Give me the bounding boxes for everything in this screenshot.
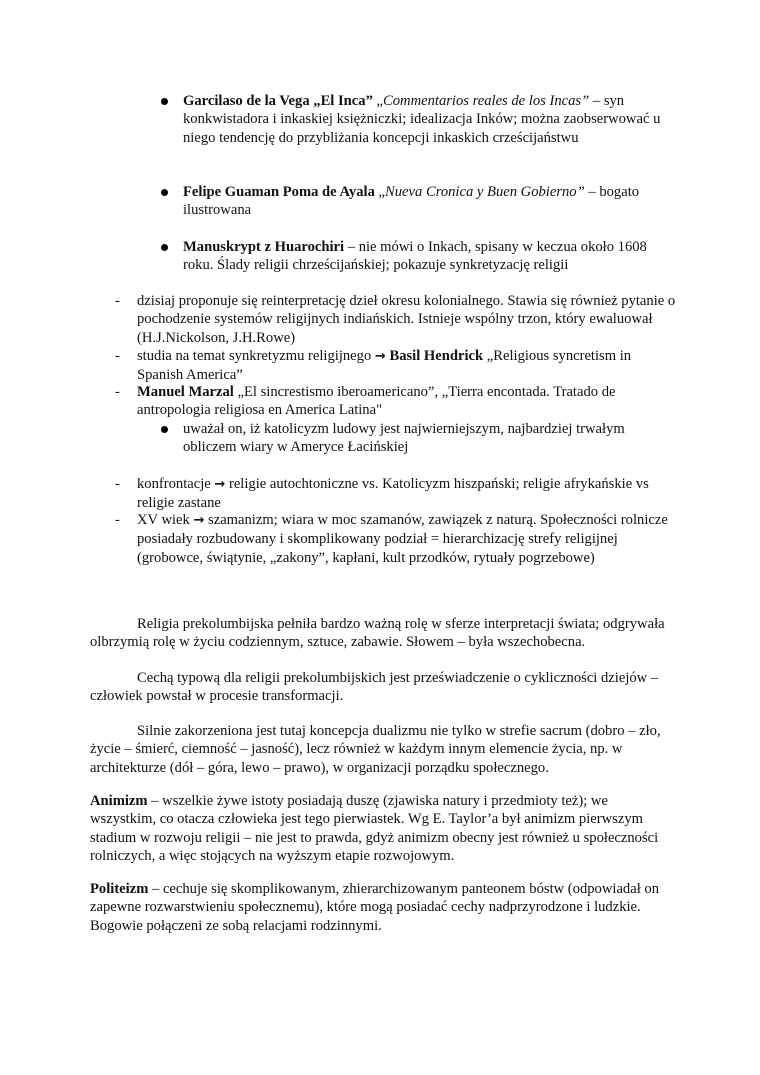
dash-item-reinterpretation: - dzisiaj proponuje się reinterpretację dzieł okresu kolonialnego. Stawia się również pytanie o pochodzenie systemów religijnych indiańskich. Istnieje wspólny trzon, który ewaluował (H.J.Nickolson, J.H.Rowe) (115, 293, 676, 346)
arrow-right-icon: → (374, 349, 386, 364)
paragraph-animism: Animizm – wszelkie żywe istoty posiadają duszę (zjawiska natury i przedmioty też); we wszystkim, co otacza człowieka jest tego pierwiastek. Wg E. Taylor’a był animizm pierwszym stadium w rozwoju religii – nie jest to prawda, gdyż animizm obecny jest również u społeczności rolniczych, a więc stojących na wyższym etapie rozwojowym. (90, 793, 659, 864)
bullet-dot-icon (161, 244, 168, 251)
bullet-dot-icon (161, 426, 168, 433)
dash-item-marzal: - Manuel Marzal „El sincrestismo iberoamericano”, „Tierra encontada. Tratado de antropologia religiosa en America Latina" (115, 384, 616, 419)
bullet-text: – syn konkwistadora i inkaskiej księżniczki; idealizacja Inków; można zaobserwować u niego tendencję do przybliżania koncepcji inkaskich crześcijaństwu (183, 93, 661, 146)
bullet-list-sources (183, 92, 673, 147)
paragraph-polytheism: Politeizm – cechuje się skomplikowanym, zhierarchizowanym panteonem bóstw (odpowiadał on zapewne rozwarstwieniu społecznemu), które mogą posiadać cechy nadprzyrodzone i ludzkie. Bogowie połączeni ze sobą relacjami rodzinnymi. (90, 881, 659, 934)
author-name: Manuel Marzal (137, 384, 234, 400)
paragraph-dualism: Silnie zakorzeniona jest tutaj koncepcja dualizmu nie tylko w strefie sacrum (dobro – zło, życie – śmierć, ciemność – jasność), lecz również w każdym innym elemencie życia, np. w architekturze (dół – góra, lewo – prawo), w organizacji porządku społecznego. (90, 723, 661, 776)
sub-bullet-list (183, 420, 663, 457)
bullet-work-title: Nueva Cronica y Buen Gobierno” (385, 184, 585, 200)
dash-marker: - (115, 293, 120, 309)
author-name: Basil Hendrick (389, 348, 484, 364)
dash-item-xv-century: - XV wiek → szamanizm; wiara w moc szamanów, zawiązek z naturą. Społeczności rolnicze posiadały rozbudowany i skomplikowany podział = hierarchizację strefy religijnej (grobowce, świątynie, „zakony”, kapłani, kult przodków, rytuały pogrzebowe) (115, 512, 668, 566)
list-item: Felipe Guaman Poma de Ayala „Nueva Cronica y Buen Gobierno” – bogato ilustrowana (183, 183, 673, 220)
bullet-title: Garcilaso de la Vega „El Inca” (183, 93, 373, 109)
dash-marker: - (115, 476, 120, 492)
dash-item-syncretism: - studia na temat synkretyzmu religijnego → Basil Hendrick „Religious syncretism in Spanish America” (115, 348, 632, 384)
bullet-text: – bogato ilustrowana (183, 184, 640, 219)
bullet-title: Felipe Guaman Poma de Ayala (183, 184, 375, 200)
bullet-list-sources-3 (183, 238, 673, 275)
arrow-right-icon: → (214, 477, 226, 492)
list-item: uważał on, iż katolicyzm ludowy jest najwierniejszym, najbardziej trwałym obliczem wiary w Ameryce Łacińskiej (183, 420, 663, 457)
paragraph-cyclicity: Cechą typową dla religii prekolumbijskich jest przeświadczenie o cykliczności dziejów – człowiek powstał w procesie transformacji. (90, 670, 659, 705)
term-animism: Animizm (90, 793, 148, 809)
dash-marker: - (115, 384, 120, 400)
bullet-dot-icon (161, 189, 168, 196)
bullet-dot-icon (161, 98, 168, 105)
bullet-work-title: Commentarios reales de los Incas” (383, 93, 590, 109)
bullet-text: – nie mówi o Inkach, spisany w keczua około 1608 roku. Ślady religii chrześcijańskiej; pokazuje synkretyzację religii (183, 239, 647, 274)
paragraph-role: Religia prekolumbijska pełniła bardzo ważną rolę w sferze interpretacji świata; odgrywała olbrzymią rolę w życiu codziennym, sztuce, zabawie. Słowem – była wszechobecna. (90, 616, 665, 651)
bullet-list-sources-2 (183, 183, 673, 220)
dash-marker: - (115, 348, 120, 364)
bullet-title: Manuskrypt z Huarochiri (183, 239, 345, 255)
list-item: Garcilaso de la Vega „El Inca” „Commentarios reales de los Incas” – syn konkwistadora i inkaskiej księżniczki; idealizacja Inków; można zaobserwować u niego tendencję do przybliżania koncepcji inkaskich crześcijaństwu (183, 92, 673, 147)
arrow-right-icon: → (193, 513, 205, 528)
list-item (183, 238, 673, 275)
term-polytheism: Politeizm (90, 881, 149, 897)
dash-item-confrontation: - konfrontacje → religie autochtoniczne vs. Katolicyzm hiszpański; religie afrykańskie vs religie zastane (115, 476, 649, 512)
dash-marker: - (115, 512, 120, 528)
